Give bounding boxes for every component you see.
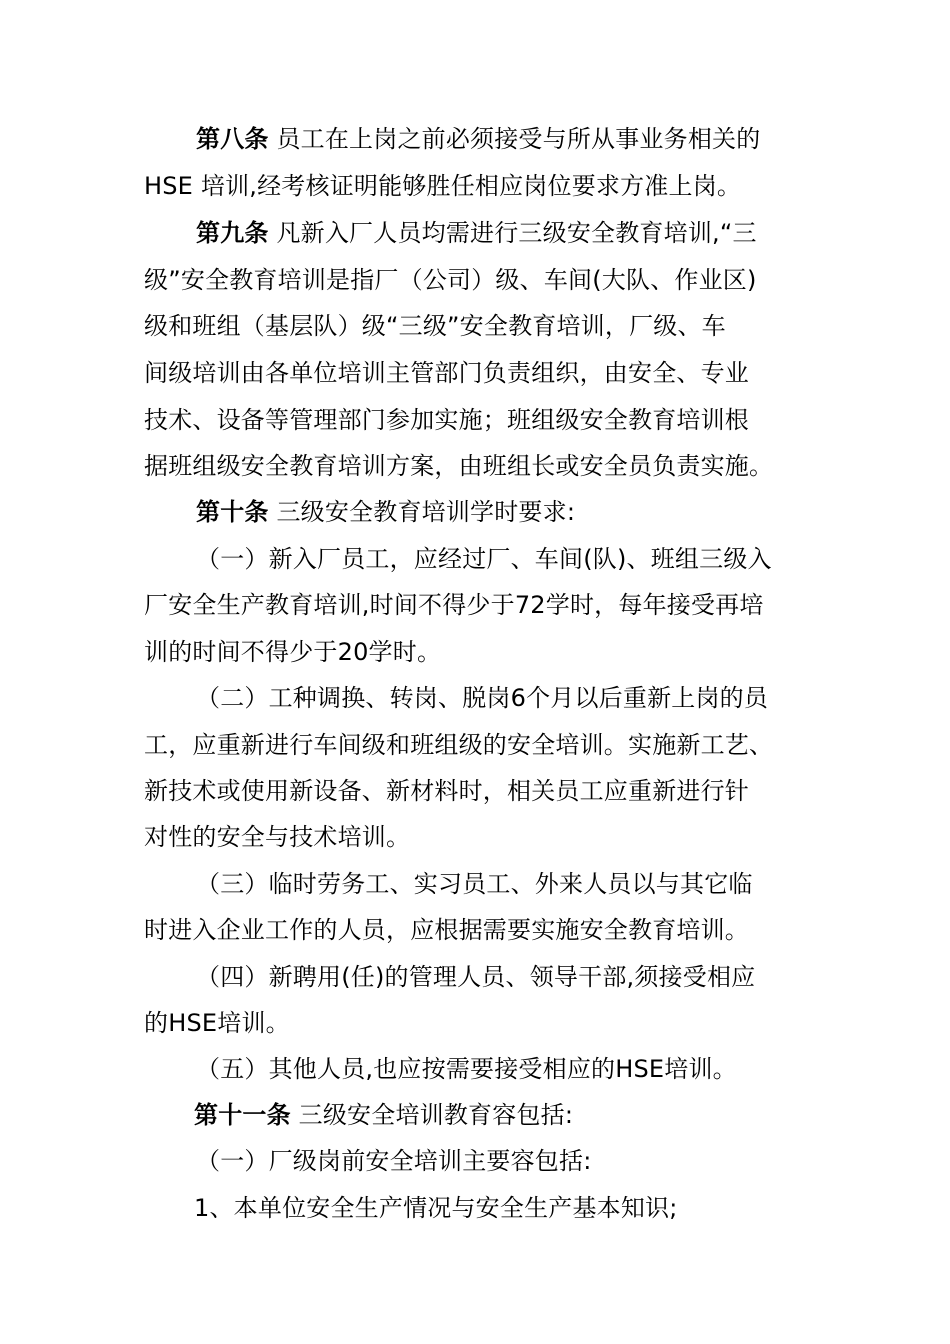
text-line: （三）临时劳务工、实习员工、外来人员以与其它临 — [196, 870, 753, 898]
text-line: 厂安全生产教育培训,时间不得少于72学时，每年接受再培 — [144, 591, 764, 619]
text-line: （五）其他人员,也应按需要接受相应的HSE培训。 — [196, 1055, 737, 1083]
article-heading: 第九条 — [196, 219, 269, 247]
article-heading: 第十一条 — [194, 1101, 291, 1129]
article-heading: 第八条 — [196, 125, 269, 153]
text-line — [196, 497, 575, 527]
text-line: 间级培训由各单位培训主管部门负责组织，由安全、专业 — [144, 359, 749, 387]
text-line: 对性的安全与技术培训。 — [144, 823, 411, 851]
paragraph-text: 三级安全教育培训学时要求: — [268, 498, 576, 526]
paragraph-text: 员工在上岗之前必须接受与所从事业务相关的 — [268, 125, 761, 153]
text-line: 级”安全教育培训是指厂（公司）级、车间(大队、作业区) — [144, 266, 757, 294]
paragraph-text: 凡新入厂人员均需进行三级安全教育培训,“三 — [268, 219, 757, 247]
text-line: 1、本单位安全生产情况与安全生产基本知识; — [194, 1194, 678, 1222]
text-line — [196, 218, 757, 248]
article-heading: 第十条 — [196, 498, 269, 526]
text-line: （一）厂级岗前安全培训主要容包括: — [196, 1147, 592, 1175]
paragraph-text: 三级安全培训教育容包括: — [290, 1101, 574, 1129]
text-line: 工，应重新进行车间级和班组级的安全培训。实施新工艺、 — [144, 731, 774, 759]
text-line: 级和班组（基层队）级“三级”安全教育培训，厂级、车 — [144, 312, 726, 340]
text-line: 的HSE培训。 — [144, 1009, 290, 1037]
text-line: （四）新聘用(任)的管理人员、领导干部,须接受相应 — [196, 963, 756, 991]
text-line: 时进入企业工作的人员，应根据需要实施安全教育培训。 — [144, 916, 749, 944]
text-line: HSE 培训,经考核证明能够胜任相应岗位要求方准上岗。 — [144, 172, 742, 200]
text-line: 训的时间不得少于20学时。 — [144, 638, 442, 666]
text-line: 新技术或使用新设备、新材料时，相关员工应重新进行针 — [144, 777, 749, 805]
text-line — [196, 124, 760, 154]
text-line: 据班组级安全教育培训方案，由班组长或安全员负责实施。 — [144, 452, 774, 480]
text-line: （一）新入厂员工，应经过厂、车间(队)、班组三级入 — [196, 545, 772, 573]
text-line: 技术、设备等管理部门参加实施；班组级安全教育培训根 — [144, 406, 749, 434]
text-line: （二）工种调换、转岗、脱岗6个月以后重新上岗的员 — [196, 684, 769, 712]
text-line — [194, 1100, 573, 1130]
